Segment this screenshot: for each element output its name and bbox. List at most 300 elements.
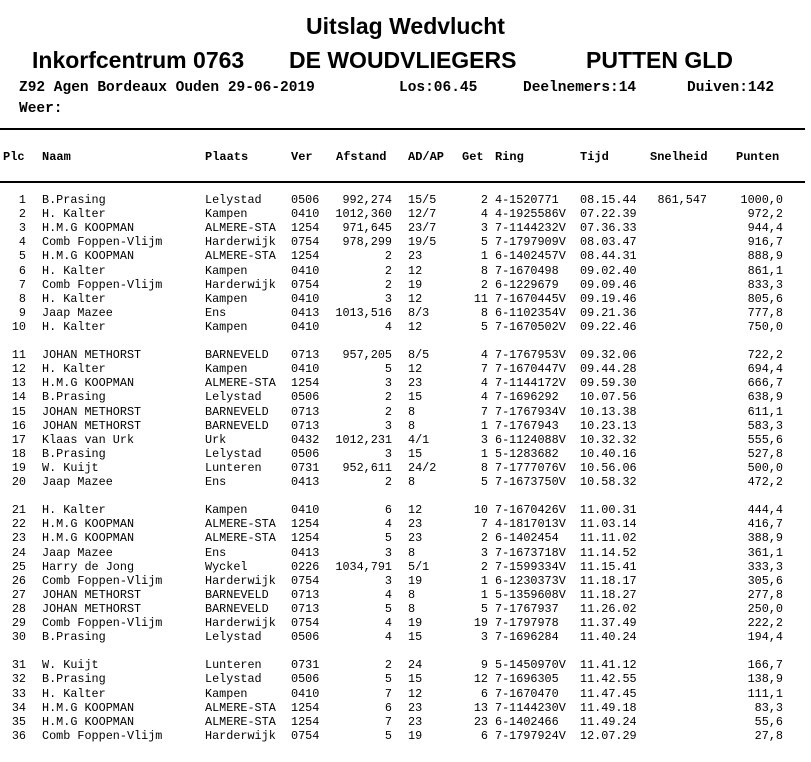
cell-punten: 416,7 xyxy=(747,517,783,532)
table-row xyxy=(0,546,811,560)
cell-naam: Comb Foppen-Vlijm xyxy=(42,728,163,743)
cell-afstand: 5 xyxy=(384,728,392,743)
cell-ad-ap: 12 xyxy=(408,263,423,278)
cell-ring: 7-1797924V xyxy=(495,728,566,743)
cell-punten: 555,6 xyxy=(747,432,783,447)
cell-tijd: 10.23.13 xyxy=(580,418,637,433)
cell-plaats: Ens xyxy=(205,475,227,489)
cell-plaats: Harderwijk xyxy=(205,616,276,630)
cell-tijd: 11.03.14 xyxy=(580,517,637,532)
cell-naam: W. Kuijt xyxy=(42,658,99,673)
cell-ver: 0410 xyxy=(291,263,320,278)
cell-ver: 0410 xyxy=(291,207,320,222)
table-row xyxy=(0,672,811,686)
cell-tijd: 10.13.38 xyxy=(580,404,637,419)
cell-naam: H. Kalter xyxy=(42,207,106,222)
cell-ad-ap: 23 xyxy=(408,249,423,264)
col-header-plaats: Plaats xyxy=(205,150,249,164)
cell-afstand: 1013,516 xyxy=(335,305,392,320)
cell-plc: 20 xyxy=(11,475,26,489)
cell-naam: Harry de Jong xyxy=(42,559,135,574)
table-row xyxy=(0,264,811,278)
cell-plaats: Kampen xyxy=(205,319,248,334)
cell-ver: 1254 xyxy=(291,221,320,236)
cell-afstand: 3 xyxy=(384,376,392,391)
club-place: PUTTEN GLD xyxy=(586,47,733,73)
cell-afstand: 1012,231 xyxy=(335,432,392,447)
table-row xyxy=(0,235,811,249)
cell-plaats: ALMERE-STA xyxy=(205,517,276,532)
cell-ver: 0506 xyxy=(291,193,320,207)
cell-ring: 7-1797909V xyxy=(495,235,566,250)
cell-ad-ap: 4/1 xyxy=(408,432,430,447)
cell-punten: 722,2 xyxy=(747,348,783,363)
cell-plc: 10 xyxy=(11,319,26,334)
cell-ring: 6-1402457V xyxy=(495,249,566,264)
cell-ring: 7-1144232V xyxy=(495,221,566,236)
cell-plc: 22 xyxy=(11,517,26,532)
cell-get: 7 xyxy=(480,362,488,377)
cell-plc: 29 xyxy=(11,616,26,630)
cell-naam: JOHAN METHORST xyxy=(42,418,142,433)
cell-afstand: 4 xyxy=(384,630,392,645)
cell-punten: 694,4 xyxy=(747,362,783,377)
cell-afstand: 5 xyxy=(384,672,392,687)
cell-punten: 222,2 xyxy=(747,616,783,630)
cell-naam: Klaas van Urk xyxy=(42,432,135,447)
cell-ver: 0506 xyxy=(291,390,320,405)
col-header-get: Get xyxy=(462,150,484,164)
cell-punten: 83,3 xyxy=(754,700,783,715)
cell-ring: 6-1402454 xyxy=(495,531,559,546)
cell-ad-ap: 12 xyxy=(408,362,423,377)
cell-ad-ap: 8 xyxy=(408,545,416,560)
cell-ver: 0731 xyxy=(291,658,320,673)
cell-punten: 638,9 xyxy=(747,390,783,405)
cell-afstand: 2 xyxy=(384,404,392,419)
cell-ring: 7-1777076V xyxy=(495,460,566,475)
table-row xyxy=(0,348,811,362)
cell-punten: 361,1 xyxy=(747,545,783,560)
col-header-punten: Punten xyxy=(736,150,780,164)
cell-ad-ap: 15 xyxy=(408,672,423,687)
cell-afstand: 957,205 xyxy=(342,348,392,363)
cell-get: 9 xyxy=(480,658,488,673)
cell-ver: 0713 xyxy=(291,404,320,419)
cell-plc: 2 xyxy=(18,207,26,222)
cell-tijd: 11.40.24 xyxy=(580,630,637,645)
col-header-adap: AD/AP xyxy=(408,150,445,164)
cell-naam: Comb Foppen-Vlijm xyxy=(42,277,163,292)
cell-afstand: 2 xyxy=(384,390,392,405)
cell-afstand: 1012,360 xyxy=(335,207,392,222)
cell-punten: 194,4 xyxy=(747,630,783,645)
cell-ad-ap: 12 xyxy=(408,319,423,334)
cell-tijd: 11.14.52 xyxy=(580,545,637,560)
cell-ring: 6-1102354V xyxy=(495,305,566,320)
table-row xyxy=(0,433,811,447)
cell-afstand: 2 xyxy=(384,475,392,489)
table-row xyxy=(0,701,811,715)
cell-plc: 36 xyxy=(11,728,26,743)
cell-tijd: 09.32.06 xyxy=(580,348,637,363)
cell-plc: 6 xyxy=(18,263,26,278)
cell-punten: 472,2 xyxy=(747,475,783,489)
cell-plaats: Ens xyxy=(205,545,227,560)
table-row xyxy=(0,362,811,376)
cell-get: 5 xyxy=(480,601,488,616)
cell-tijd: 11.49.18 xyxy=(580,700,637,715)
cell-plaats: Lelystad xyxy=(205,390,262,405)
cell-punten: 27,8 xyxy=(754,728,783,743)
cell-ring: 7-1767943 xyxy=(495,418,559,433)
cell-ad-ap: 23 xyxy=(408,517,423,532)
cell-get: 3 xyxy=(480,221,488,236)
cell-tijd: 11.18.27 xyxy=(580,587,637,602)
cell-tijd: 11.37.49 xyxy=(580,616,637,630)
cell-ring: 4-1520771 xyxy=(495,193,559,207)
table-row xyxy=(0,503,811,517)
cell-ring: 7-1767937 xyxy=(495,601,559,616)
cell-naam: H.M.G KOOPMAN xyxy=(42,376,135,391)
cell-ad-ap: 23 xyxy=(408,531,423,546)
cell-ver: 0410 xyxy=(291,686,320,701)
cell-plc: 25 xyxy=(11,559,26,574)
cell-afstand: 5 xyxy=(384,531,392,546)
cell-naam: H. Kalter xyxy=(42,263,106,278)
cell-tijd: 09.09.46 xyxy=(580,277,637,292)
table-row xyxy=(0,588,811,602)
cell-ring: 5-1450970V xyxy=(495,658,566,673)
cell-ring: 7-1670445V xyxy=(495,291,566,306)
cell-ver: 0754 xyxy=(291,616,320,630)
cell-plc: 32 xyxy=(11,672,26,687)
cell-afstand: 3 xyxy=(384,545,392,560)
cell-plc: 1 xyxy=(18,193,26,207)
table-row xyxy=(0,560,811,574)
cell-ver: 0410 xyxy=(291,503,320,518)
cell-ring: 7-1670498 xyxy=(495,263,559,278)
table-row xyxy=(0,630,811,644)
cell-naam: H.M.G KOOPMAN xyxy=(42,700,135,715)
cell-plaats: BARNEVELD xyxy=(205,601,269,616)
cell-plc: 35 xyxy=(11,714,26,729)
cell-punten: 333,3 xyxy=(747,559,783,574)
cell-tijd: 11.42.55 xyxy=(580,672,637,687)
cell-ad-ap: 12 xyxy=(408,503,423,518)
cell-plc: 15 xyxy=(11,404,26,419)
cell-ad-ap: 5/1 xyxy=(408,559,430,574)
cell-punten: 833,3 xyxy=(747,277,783,292)
cell-ad-ap: 12/7 xyxy=(408,207,437,222)
cell-naam: H. Kalter xyxy=(42,362,106,377)
cell-ring: 7-1599334V xyxy=(495,559,566,574)
cell-ring: 7-1696284 xyxy=(495,630,559,645)
cell-ring: 7-1767934V xyxy=(495,404,566,419)
cell-punten: 805,6 xyxy=(747,291,783,306)
cell-ver: 0754 xyxy=(291,235,320,250)
cell-ring: 7-1670426V xyxy=(495,503,566,518)
cell-ver: 0413 xyxy=(291,305,320,320)
cell-get: 1 xyxy=(480,418,488,433)
page-title: Uitslag Wedvlucht xyxy=(306,13,505,39)
cell-plc: 33 xyxy=(11,686,26,701)
cell-afstand: 1034,791 xyxy=(335,559,392,574)
cell-get: 6 xyxy=(480,728,488,743)
cell-naam: Jaap Mazee xyxy=(42,475,113,489)
table-row xyxy=(0,306,811,320)
cell-ring: 7-1144230V xyxy=(495,700,566,715)
cell-tijd: 10.58.32 xyxy=(580,475,637,489)
col-header-snelheid: Snelheid xyxy=(650,150,708,164)
cell-punten: 500,0 xyxy=(747,460,783,475)
cell-plc: 8 xyxy=(18,291,26,306)
cell-naam: H.M.G KOOPMAN xyxy=(42,517,135,532)
cell-plc: 26 xyxy=(11,573,26,588)
cell-afstand: 4 xyxy=(384,587,392,602)
cell-plc: 23 xyxy=(11,531,26,546)
cell-naam: Comb Foppen-Vlijm xyxy=(42,616,163,630)
cell-naam: H.M.G KOOPMAN xyxy=(42,221,135,236)
cell-plaats: Urk xyxy=(205,432,227,447)
cell-plaats: ALMERE-STA xyxy=(205,700,276,715)
cell-get: 7 xyxy=(480,517,488,532)
cell-get: 10 xyxy=(473,503,488,518)
cell-get: 6 xyxy=(480,686,488,701)
cell-ring: 7-1670470 xyxy=(495,686,559,701)
participants-count: Deelnemers:14 xyxy=(523,80,637,96)
cell-plaats: BARNEVELD xyxy=(205,404,269,419)
table-row xyxy=(0,602,811,616)
cell-naam: H.M.G KOOPMAN xyxy=(42,714,135,729)
cell-afstand: 3 xyxy=(384,418,392,433)
cell-afstand: 4 xyxy=(384,616,392,630)
cell-ring: 7-1673718V xyxy=(495,545,566,560)
cell-ring: 7-1696305 xyxy=(495,672,559,687)
cell-naam: Comb Foppen-Vlijm xyxy=(42,235,163,250)
table-row xyxy=(0,292,811,306)
cell-plc: 14 xyxy=(11,390,26,405)
cell-plaats: Kampen xyxy=(205,207,248,222)
cell-tijd: 07.22.39 xyxy=(580,207,637,222)
cell-ring: 4-1925586V xyxy=(495,207,566,222)
cell-afstand: 5 xyxy=(384,601,392,616)
cell-tijd: 10.32.32 xyxy=(580,432,637,447)
cell-plc: 27 xyxy=(11,587,26,602)
table-row xyxy=(0,687,811,701)
cell-plaats: ALMERE-STA xyxy=(205,249,276,264)
cell-punten: 250,0 xyxy=(747,601,783,616)
cell-afstand: 3 xyxy=(384,291,392,306)
table-row xyxy=(0,376,811,390)
cell-afstand: 7 xyxy=(384,686,392,701)
cell-ver: 0506 xyxy=(291,446,320,461)
cell-ver: 0410 xyxy=(291,362,320,377)
cell-plaats: Lelystad xyxy=(205,193,262,207)
cell-ad-ap: 8 xyxy=(408,404,416,419)
col-header-afstand: Afstand xyxy=(336,150,387,164)
cell-plc: 24 xyxy=(11,545,26,560)
cell-ring: 7-1767953V xyxy=(495,348,566,363)
cell-ring: 7-1673750V xyxy=(495,475,566,489)
cell-plaats: Kampen xyxy=(205,263,248,278)
cell-get: 4 xyxy=(480,348,488,363)
cell-tijd: 09.02.40 xyxy=(580,263,637,278)
cell-tijd: 11.26.02 xyxy=(580,601,637,616)
cell-plc: 3 xyxy=(18,221,26,236)
cell-tijd: 10.56.06 xyxy=(580,460,637,475)
cell-plc: 13 xyxy=(11,376,26,391)
cell-ring: 6-1230373V xyxy=(495,573,566,588)
club-name: DE WOUDVLIEGERS xyxy=(289,47,517,73)
cell-naam: B.Prasing xyxy=(42,390,106,405)
cell-get: 4 xyxy=(480,376,488,391)
cell-plaats: Wyckel xyxy=(205,559,248,574)
cell-plaats: Lelystad xyxy=(205,672,262,687)
col-header-naam: Naam xyxy=(42,150,71,164)
cell-afstand: 2 xyxy=(384,658,392,673)
cell-get: 19 xyxy=(473,616,488,630)
cell-tijd: 12.07.29 xyxy=(580,728,637,743)
cell-naam: B.Prasing xyxy=(42,630,106,645)
cell-punten: 166,7 xyxy=(747,658,783,673)
table-row xyxy=(0,419,811,433)
cell-ring: 6-1229679 xyxy=(495,277,559,292)
col-header-ver: Ver xyxy=(291,150,313,164)
col-header-ring: Ring xyxy=(495,150,524,164)
cell-punten: 888,9 xyxy=(747,249,783,264)
cell-tijd: 09.19.46 xyxy=(580,291,637,306)
cell-tijd: 09.22.46 xyxy=(580,319,637,334)
cell-afstand: 5 xyxy=(384,362,392,377)
cell-naam: Jaap Mazee xyxy=(42,305,113,320)
cell-ver: 0432 xyxy=(291,432,320,447)
cell-ring: 7-1670502V xyxy=(495,319,566,334)
cell-plaats: ALMERE-STA xyxy=(205,714,276,729)
cell-plaats: Harderwijk xyxy=(205,277,276,292)
cell-get: 7 xyxy=(480,404,488,419)
cell-ad-ap: 23 xyxy=(408,700,423,715)
cell-plc: 21 xyxy=(11,503,26,518)
cell-ring: 7-1670447V xyxy=(495,362,566,377)
col-header-plc: Plc xyxy=(3,150,25,164)
cell-plc: 17 xyxy=(11,432,26,447)
cell-afstand: 978,299 xyxy=(342,235,392,250)
cell-plc: 9 xyxy=(18,305,26,320)
cell-plaats: Lunteren xyxy=(205,460,262,475)
cell-ver: 0731 xyxy=(291,460,320,475)
cell-ver: 0754 xyxy=(291,277,320,292)
cell-ring: 6-1402466 xyxy=(495,714,559,729)
cell-tijd: 09.21.36 xyxy=(580,305,637,320)
table-row xyxy=(0,207,811,221)
cell-afstand: 2 xyxy=(384,277,392,292)
cell-afstand: 952,611 xyxy=(342,460,392,475)
cell-ver: 0410 xyxy=(291,319,320,334)
cell-ad-ap: 8 xyxy=(408,587,416,602)
cell-naam: JOHAN METHORST xyxy=(42,601,142,616)
cell-plc: 30 xyxy=(11,630,26,645)
cell-plc: 12 xyxy=(11,362,26,377)
cell-get: 1 xyxy=(480,249,488,264)
cell-afstand: 3 xyxy=(384,573,392,588)
cell-ring: 7-1797978 xyxy=(495,616,559,630)
cell-tijd: 08.44.31 xyxy=(580,249,637,264)
cell-ad-ap: 8/5 xyxy=(408,348,430,363)
cell-punten: 444,4 xyxy=(747,503,783,518)
cell-punten: 138,9 xyxy=(747,672,783,687)
cell-punten: 1000,0 xyxy=(740,193,783,207)
cell-get: 2 xyxy=(480,531,488,546)
cell-ad-ap: 19 xyxy=(408,728,423,743)
cell-punten: 916,7 xyxy=(747,235,783,250)
cell-tijd: 11.11.02 xyxy=(580,531,637,546)
cell-ad-ap: 19/5 xyxy=(408,235,437,250)
cell-ver: 1254 xyxy=(291,249,320,264)
cell-get: 23 xyxy=(473,714,488,729)
cell-afstand: 6 xyxy=(384,700,392,715)
cell-ad-ap: 19 xyxy=(408,573,423,588)
pigeons-count: Duiven:142 xyxy=(687,80,775,96)
cell-ad-ap: 12 xyxy=(408,291,423,306)
cell-naam: H.M.G KOOPMAN xyxy=(42,249,135,264)
cell-ver: 0713 xyxy=(291,348,320,363)
cell-punten: 111,1 xyxy=(747,686,783,701)
cell-get: 2 xyxy=(480,277,488,292)
cell-tijd: 10.40.16 xyxy=(580,446,637,461)
cell-ver: 0413 xyxy=(291,545,320,560)
cell-naam: JOHAN METHORST xyxy=(42,404,142,419)
cell-punten: 527,8 xyxy=(747,446,783,461)
cell-ad-ap: 15 xyxy=(408,630,423,645)
table-row xyxy=(0,390,811,404)
cell-ver: 0226 xyxy=(291,559,320,574)
cell-ring: 5-1283682 xyxy=(495,446,559,461)
cell-tijd: 08.15.44 xyxy=(580,193,637,207)
table-row xyxy=(0,249,811,263)
cell-punten: 55,6 xyxy=(754,714,783,729)
cell-ad-ap: 15/5 xyxy=(408,193,437,207)
cell-ad-ap: 23 xyxy=(408,376,423,391)
table-row xyxy=(0,278,811,292)
cell-ad-ap: 8 xyxy=(408,475,416,489)
cell-punten: 305,6 xyxy=(747,573,783,588)
cell-afstand: 971,645 xyxy=(342,221,392,236)
cell-get: 3 xyxy=(480,432,488,447)
table-row xyxy=(0,461,811,475)
cell-plaats: BARNEVELD xyxy=(205,348,269,363)
cell-plaats: Lelystad xyxy=(205,630,262,645)
cell-get: 13 xyxy=(473,700,488,715)
table-row xyxy=(0,729,811,743)
cell-ver: 0754 xyxy=(291,728,320,743)
cell-plaats: ALMERE-STA xyxy=(205,531,276,546)
cell-ad-ap: 23 xyxy=(408,714,423,729)
cell-naam: JOHAN METHORST xyxy=(42,348,142,363)
cell-ver: 0713 xyxy=(291,587,320,602)
cell-punten: 277,8 xyxy=(747,587,783,602)
cell-afstand: 2 xyxy=(384,263,392,278)
cell-get: 5 xyxy=(480,319,488,334)
inkorfcentrum-label: Inkorfcentrum 0763 xyxy=(32,47,245,73)
cell-plc: 18 xyxy=(11,446,26,461)
cell-tijd: 09.59.30 xyxy=(580,376,637,391)
cell-punten: 972,2 xyxy=(747,207,783,222)
weather-label: Weer: xyxy=(19,101,63,117)
table-row xyxy=(0,574,811,588)
cell-get: 4 xyxy=(480,207,488,222)
cell-get: 1 xyxy=(480,573,488,588)
